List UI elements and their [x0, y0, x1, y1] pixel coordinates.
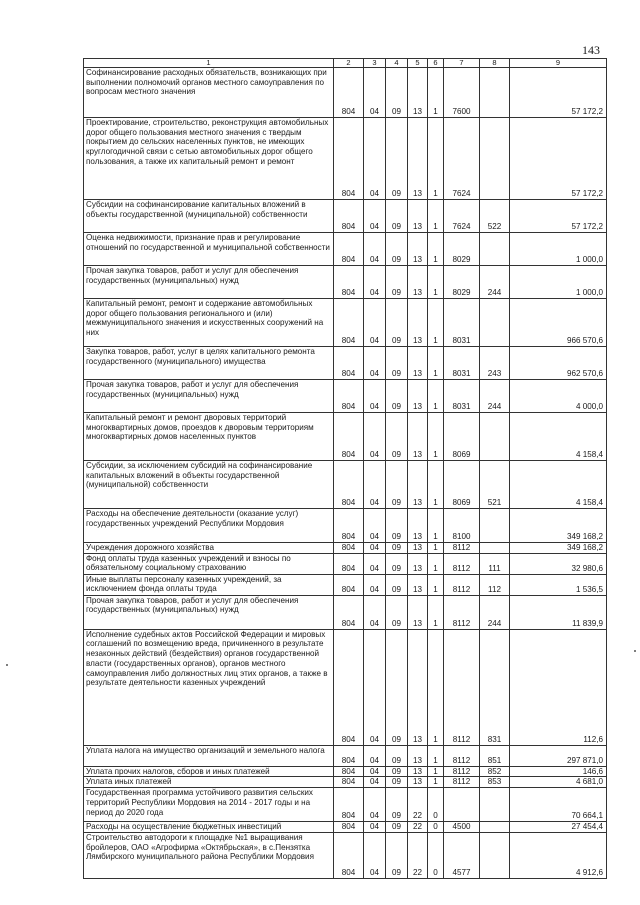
- row-code-cell: 04: [364, 413, 386, 461]
- row-code-cell: [480, 543, 510, 554]
- row-code-cell: 804: [334, 595, 364, 629]
- row-code-cell: 09: [386, 266, 408, 299]
- row-code-cell: 8031: [444, 347, 480, 380]
- row-code-cell: 09: [386, 745, 408, 766]
- row-code-cell: 804: [334, 509, 364, 543]
- row-code-cell: 04: [364, 509, 386, 543]
- table-row: [84, 777, 607, 788]
- row-code-cell: [480, 832, 510, 878]
- row-amount-cell: 146,6: [510, 766, 607, 777]
- row-code-cell: 04: [364, 553, 386, 574]
- row-code-cell: 09: [386, 413, 408, 461]
- table-body: [84, 68, 607, 879]
- row-code-cell: [480, 68, 510, 118]
- row-code-cell: 244: [480, 595, 510, 629]
- row-amount-cell: 1 000,0: [510, 233, 607, 266]
- row-code-cell: 04: [364, 118, 386, 200]
- table-row: [84, 832, 607, 878]
- row-code-cell: 13: [408, 543, 428, 554]
- table-row: [84, 68, 607, 118]
- row-code-cell: 8100: [444, 509, 480, 543]
- row-code-cell: 244: [480, 266, 510, 299]
- row-code-cell: 09: [386, 509, 408, 543]
- row-code-cell: [480, 118, 510, 200]
- row-amount-cell: 1 000,0: [510, 266, 607, 299]
- row-amount-cell: 4 912,6: [510, 832, 607, 878]
- row-code-cell: [480, 413, 510, 461]
- row-code-cell: 09: [386, 233, 408, 266]
- row-code-cell: 112: [480, 574, 510, 595]
- row-code-cell: 0: [428, 822, 444, 833]
- row-name-cell: Капитальный ремонт и ремонт дворовых территорий многоквартирных домов, проездов к дворовым территориям многоквартирных домов населенных пунктов: [84, 413, 334, 461]
- header-cell: 1: [84, 59, 334, 68]
- row-code-cell: 04: [364, 777, 386, 788]
- row-code-cell: 22: [408, 832, 428, 878]
- row-code-cell: 804: [334, 413, 364, 461]
- row-code-cell: 852: [480, 766, 510, 777]
- row-code-cell: 804: [334, 543, 364, 554]
- row-code-cell: 8069: [444, 461, 480, 509]
- table-row: [84, 509, 607, 543]
- row-code-cell: 1: [428, 574, 444, 595]
- row-code-cell: 521: [480, 461, 510, 509]
- row-name-cell: Уплата прочих налогов, сборов и иных платежей: [84, 766, 334, 777]
- row-name-cell: Прочая закупка товаров, работ и услуг для обеспечения государственных (муниципальных) нужд: [84, 595, 334, 629]
- row-amount-cell: 57 172,2: [510, 200, 607, 233]
- row-name-cell: Иные выплаты персоналу казенных учреждений, за исключением фонда оплаты труда: [84, 574, 334, 595]
- row-code-cell: 1: [428, 347, 444, 380]
- row-code-cell: 0: [428, 832, 444, 878]
- row-code-cell: 13: [408, 347, 428, 380]
- row-name-cell: Строительство автодороги к площадке №1 выращивания бройлеров, ОАО «Агрофирма «Октябрьская», в с.Пензятка Лямбирского муниципального района Республики Мордовия: [84, 832, 334, 878]
- header-cell: 2: [334, 59, 364, 68]
- row-code-cell: 22: [408, 822, 428, 833]
- row-name-cell: Субсидии, за исключением субсидий на софинансирование капитальных вложений в объекты государственной (муниципальной) собственности: [84, 461, 334, 509]
- row-amount-cell: 4 158,4: [510, 461, 607, 509]
- row-code-cell: 1: [428, 777, 444, 788]
- row-code-cell: 1: [428, 68, 444, 118]
- row-code-cell: 09: [386, 595, 408, 629]
- row-amount-cell: 70 664,1: [510, 788, 607, 822]
- row-code-cell: 8112: [444, 777, 480, 788]
- row-name-cell: Закупка товаров, работ, услуг в целях капитального ремонта государственного (муниципального) имущества: [84, 347, 334, 380]
- row-code-cell: 8029: [444, 233, 480, 266]
- row-code-cell: 8031: [444, 380, 480, 413]
- row-code-cell: 09: [386, 822, 408, 833]
- row-name-cell: Оценка недвижимости, признание прав и регулирование отношений по государственной и муниципальной собственности: [84, 233, 334, 266]
- row-code-cell: 1: [428, 118, 444, 200]
- row-code-cell: 244: [480, 380, 510, 413]
- row-name-cell: Прочая закупка товаров, работ и услуг для обеспечения государственных (муниципальных) нужд: [84, 266, 334, 299]
- row-name-cell: Расходы на обеспечение деятельности (оказание услуг) государственных учреждений Республики Мордовия: [84, 509, 334, 543]
- row-amount-cell: 11 839,9: [510, 595, 607, 629]
- table-row: [84, 788, 607, 822]
- row-code-cell: 09: [386, 788, 408, 822]
- table-row: [84, 543, 607, 554]
- row-code-cell: 8112: [444, 553, 480, 574]
- row-code-cell: 09: [386, 832, 408, 878]
- row-amount-cell: 4 000,0: [510, 380, 607, 413]
- row-code-cell: 1: [428, 543, 444, 554]
- row-code-cell: 8029: [444, 266, 480, 299]
- row-code-cell: 8112: [444, 543, 480, 554]
- row-code-cell: [480, 788, 510, 822]
- row-code-cell: 04: [364, 461, 386, 509]
- row-code-cell: 7624: [444, 118, 480, 200]
- row-code-cell: 1: [428, 380, 444, 413]
- table-row: [84, 118, 607, 200]
- row-code-cell: 09: [386, 68, 408, 118]
- row-name-cell: Софинансирование расходных обязательств, возникающих при выполнении полномочий органов местного самоуправления по вопросам местного значения: [84, 68, 334, 118]
- row-code-cell: 04: [364, 595, 386, 629]
- row-code-cell: 8069: [444, 413, 480, 461]
- row-code-cell: 13: [408, 380, 428, 413]
- header-cell: 4: [386, 59, 408, 68]
- row-code-cell: 804: [334, 461, 364, 509]
- row-code-cell: 09: [386, 574, 408, 595]
- row-code-cell: 1: [428, 553, 444, 574]
- row-name-cell: Расходы на осуществление бюджетных инвестиций: [84, 822, 334, 833]
- row-code-cell: 04: [364, 200, 386, 233]
- row-code-cell: 7624: [444, 200, 480, 233]
- row-code-cell: 804: [334, 822, 364, 833]
- row-code-cell: 04: [364, 380, 386, 413]
- row-name-cell: Субсидии на софинансирование капитальных вложений в объекты государственной (муниципальной) собственности: [84, 200, 334, 233]
- table-row: [84, 745, 607, 766]
- table-header-row: [84, 59, 607, 68]
- row-amount-cell: 27 454,4: [510, 822, 607, 833]
- header-cell: 8: [480, 59, 510, 68]
- table-row: [84, 413, 607, 461]
- table-row: [84, 629, 607, 745]
- row-code-cell: 13: [408, 233, 428, 266]
- row-amount-cell: 4 681,0: [510, 777, 607, 788]
- row-code-cell: 804: [334, 832, 364, 878]
- row-code-cell: 22: [408, 788, 428, 822]
- row-amount-cell: 4 158,4: [510, 413, 607, 461]
- row-name-cell: Учреждения дорожного хозяйства: [84, 543, 334, 554]
- row-code-cell: 7600: [444, 68, 480, 118]
- row-code-cell: 13: [408, 118, 428, 200]
- row-code-cell: 13: [408, 299, 428, 347]
- row-code-cell: 804: [334, 68, 364, 118]
- row-amount-cell: 1 536,5: [510, 574, 607, 595]
- row-code-cell: 09: [386, 461, 408, 509]
- table-row: [84, 266, 607, 299]
- table-row: [84, 299, 607, 347]
- table-row: [84, 347, 607, 380]
- row-code-cell: 8112: [444, 766, 480, 777]
- row-code-cell: 1: [428, 233, 444, 266]
- row-code-cell: 09: [386, 380, 408, 413]
- row-code-cell: 09: [386, 543, 408, 554]
- row-code-cell: 4500: [444, 822, 480, 833]
- row-code-cell: 04: [364, 266, 386, 299]
- row-code-cell: 04: [364, 68, 386, 118]
- row-code-cell: 111: [480, 553, 510, 574]
- row-code-cell: 1: [428, 745, 444, 766]
- row-amount-cell: 349 168,2: [510, 543, 607, 554]
- row-code-cell: 09: [386, 629, 408, 745]
- row-amount-cell: 57 172,2: [510, 68, 607, 118]
- table-row: [84, 200, 607, 233]
- row-code-cell: 09: [386, 299, 408, 347]
- row-code-cell: 8031: [444, 299, 480, 347]
- row-code-cell: 8112: [444, 629, 480, 745]
- row-code-cell: [480, 509, 510, 543]
- table-row: [84, 233, 607, 266]
- row-name-cell: Проектирование, строительство, реконструкция автомобильных дорог общего пользования местного значения с твердым покрытием до сельских населенных пунктов, не имеющих круглогодичной связи с сетью автомобильных дорог общего пользования, а также их капитальный ремонт и ремонт: [84, 118, 334, 200]
- row-code-cell: 1: [428, 766, 444, 777]
- row-code-cell: 13: [408, 266, 428, 299]
- row-code-cell: 831: [480, 629, 510, 745]
- row-code-cell: [444, 788, 480, 822]
- row-code-cell: 4577: [444, 832, 480, 878]
- row-code-cell: 243: [480, 347, 510, 380]
- row-code-cell: 13: [408, 68, 428, 118]
- row-code-cell: 804: [334, 380, 364, 413]
- row-code-cell: 0: [428, 788, 444, 822]
- row-code-cell: 8112: [444, 574, 480, 595]
- row-code-cell: 1: [428, 461, 444, 509]
- table-row: [84, 766, 607, 777]
- row-code-cell: 13: [408, 629, 428, 745]
- page-number: 143: [582, 43, 600, 57]
- scan-speck: [634, 650, 636, 652]
- row-code-cell: [480, 822, 510, 833]
- row-code-cell: 804: [334, 745, 364, 766]
- row-code-cell: [480, 299, 510, 347]
- row-code-cell: 04: [364, 745, 386, 766]
- row-code-cell: 09: [386, 777, 408, 788]
- row-code-cell: [480, 233, 510, 266]
- row-code-cell: 804: [334, 788, 364, 822]
- header-cell: 3: [364, 59, 386, 68]
- row-code-cell: 13: [408, 595, 428, 629]
- row-code-cell: 851: [480, 745, 510, 766]
- row-code-cell: 853: [480, 777, 510, 788]
- row-code-cell: 09: [386, 200, 408, 233]
- row-code-cell: 804: [334, 766, 364, 777]
- row-code-cell: 804: [334, 299, 364, 347]
- row-name-cell: Государственная программа устойчивого развития сельских территорий Республики Мордовия на 2014 - 2017 годы и на период до 2020 года: [84, 788, 334, 822]
- row-code-cell: 804: [334, 629, 364, 745]
- row-name-cell: Уплата налога на имущество организаций и земельного налога: [84, 745, 334, 766]
- row-code-cell: 804: [334, 200, 364, 233]
- row-code-cell: 804: [334, 553, 364, 574]
- table-row: [84, 595, 607, 629]
- table-row: [84, 461, 607, 509]
- row-amount-cell: 32 980,6: [510, 553, 607, 574]
- row-code-cell: 13: [408, 553, 428, 574]
- row-code-cell: 13: [408, 777, 428, 788]
- row-code-cell: 13: [408, 745, 428, 766]
- row-code-cell: 1: [428, 299, 444, 347]
- row-code-cell: 1: [428, 509, 444, 543]
- table-row: [84, 574, 607, 595]
- table-row: [84, 553, 607, 574]
- header-cell: 5: [408, 59, 428, 68]
- row-code-cell: 1: [428, 200, 444, 233]
- row-name-cell: Уплата иных платежей: [84, 777, 334, 788]
- row-code-cell: 09: [386, 553, 408, 574]
- row-code-cell: 1: [428, 413, 444, 461]
- row-code-cell: 04: [364, 233, 386, 266]
- row-code-cell: 09: [386, 347, 408, 380]
- table-row: [84, 380, 607, 413]
- row-code-cell: 13: [408, 200, 428, 233]
- row-code-cell: 13: [408, 574, 428, 595]
- row-amount-cell: 966 570,6: [510, 299, 607, 347]
- row-code-cell: 13: [408, 509, 428, 543]
- header-cell: 9: [510, 59, 607, 68]
- row-code-cell: 04: [364, 299, 386, 347]
- row-code-cell: 09: [386, 118, 408, 200]
- row-code-cell: 04: [364, 766, 386, 777]
- row-code-cell: 804: [334, 574, 364, 595]
- row-code-cell: 04: [364, 788, 386, 822]
- row-code-cell: 13: [408, 461, 428, 509]
- row-code-cell: 04: [364, 543, 386, 554]
- row-name-cell: Прочая закупка товаров, работ и услуг для обеспечения государственных (муниципальных) нужд: [84, 380, 334, 413]
- row-code-cell: 04: [364, 832, 386, 878]
- row-code-cell: 8112: [444, 745, 480, 766]
- row-code-cell: 804: [334, 347, 364, 380]
- row-code-cell: 1: [428, 629, 444, 745]
- row-code-cell: 8112: [444, 595, 480, 629]
- row-amount-cell: 962 570,6: [510, 347, 607, 380]
- row-name-cell: Исполнение судебных актов Российской Федерации и мировых соглашений по возмещению вреда, причиненного в результате незаконных действий (бездействия) органов государственной власти (государственных органов), органов местного самоуправления либо должностных лиц этих органов, а также в результате деятельности казенных учреждений: [84, 629, 334, 745]
- row-code-cell: 1: [428, 595, 444, 629]
- row-amount-cell: 349 168,2: [510, 509, 607, 543]
- row-amount-cell: 57 172,2: [510, 118, 607, 200]
- row-code-cell: 04: [364, 347, 386, 380]
- row-code-cell: 04: [364, 629, 386, 745]
- row-code-cell: 804: [334, 233, 364, 266]
- row-code-cell: 04: [364, 822, 386, 833]
- row-name-cell: Капитальный ремонт, ремонт и содержание автомобильных дорог общего пользования регионального и (или) межмуниципального значения и искусственных сооружений на них: [84, 299, 334, 347]
- row-code-cell: 804: [334, 266, 364, 299]
- header-cell: 6: [428, 59, 444, 68]
- row-code-cell: 1: [428, 266, 444, 299]
- row-name-cell: Фонд оплаты труда казенных учреждений и взносы по обязательному социальному страхованию: [84, 553, 334, 574]
- row-code-cell: 13: [408, 413, 428, 461]
- row-code-cell: 804: [334, 777, 364, 788]
- table-row: [84, 822, 607, 833]
- row-code-cell: 13: [408, 766, 428, 777]
- row-code-cell: 04: [364, 574, 386, 595]
- scan-speck: [6, 664, 8, 666]
- row-code-cell: 804: [334, 118, 364, 200]
- row-amount-cell: 112,6: [510, 629, 607, 745]
- header-cell: 7: [444, 59, 480, 68]
- row-code-cell: 09: [386, 766, 408, 777]
- row-code-cell: 522: [480, 200, 510, 233]
- row-amount-cell: 297 871,0: [510, 745, 607, 766]
- budget-table: [83, 58, 607, 879]
